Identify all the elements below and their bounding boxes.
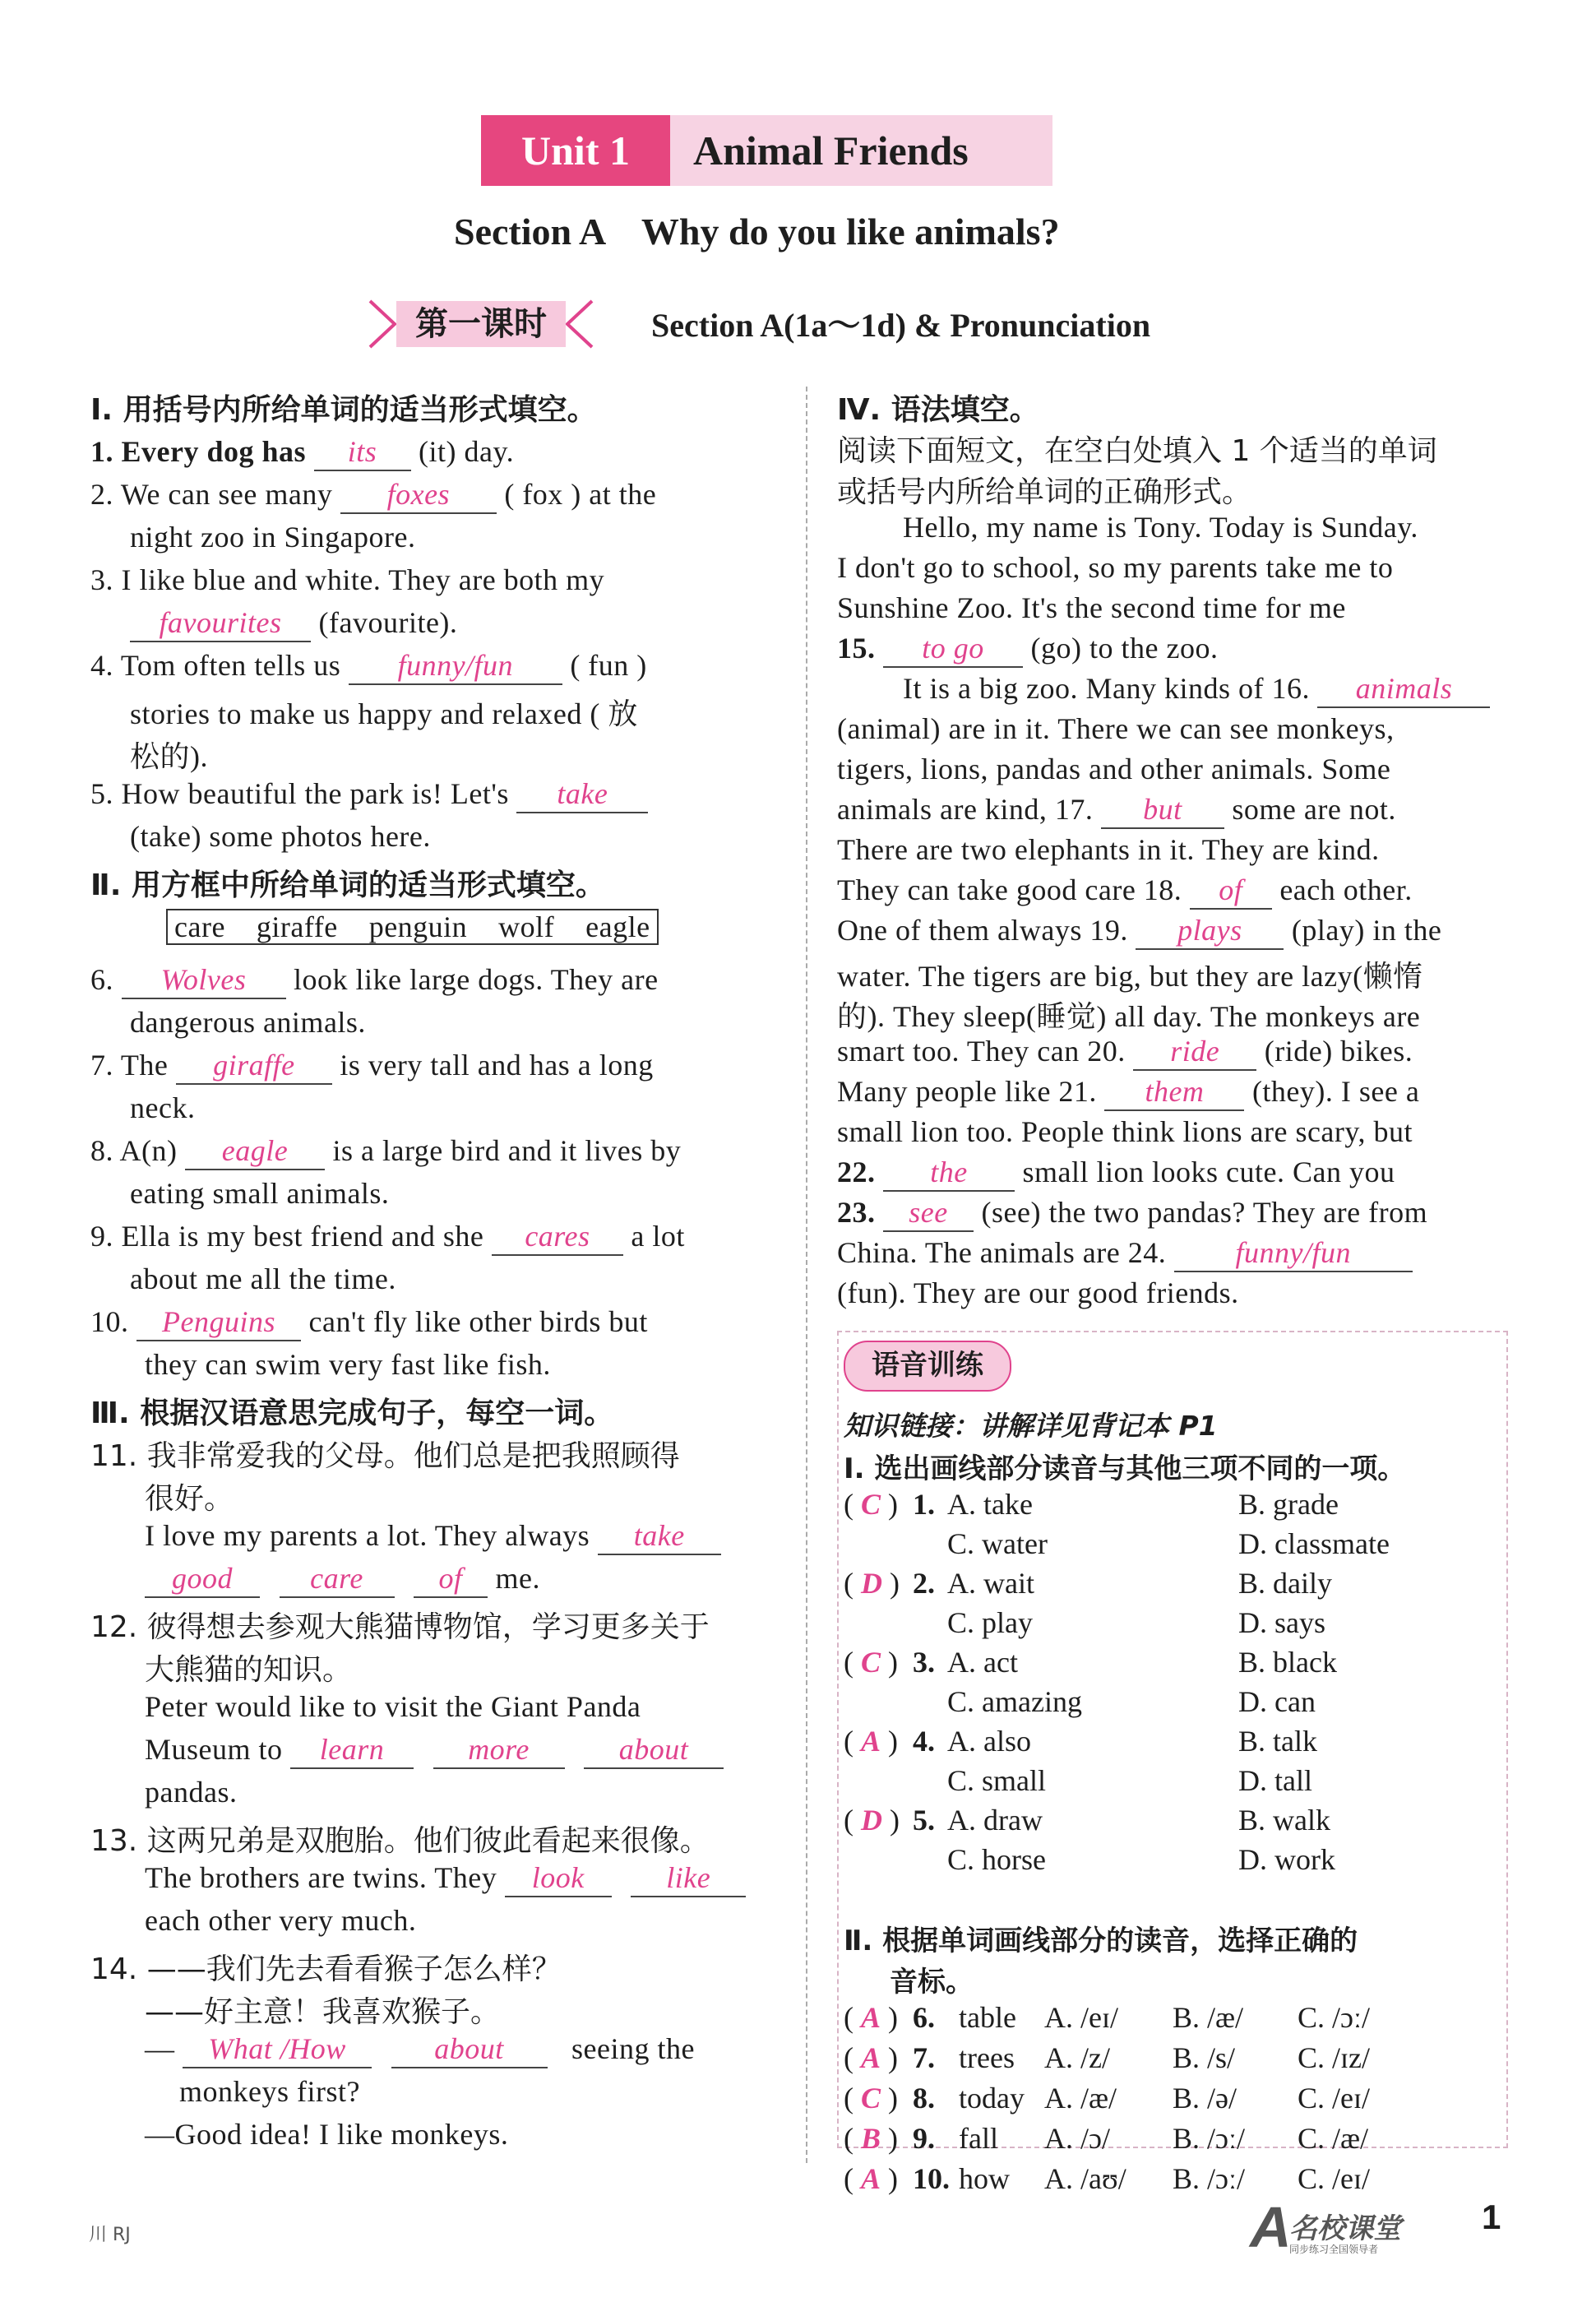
passage-line-11-end: (play) in the <box>1291 914 1442 947</box>
option-c: C. /ɔː/ <box>1298 2001 1370 2034</box>
option-b: B. /ə/ <box>1173 2082 1237 2115</box>
answer-8: eagle <box>185 1136 325 1170</box>
question-number: 5. <box>913 1804 935 1837</box>
question-number: 4. <box>913 1725 935 1758</box>
passage-line-6: (animal) are in it. There we can see monkeys, <box>837 712 1395 745</box>
option-c: C. horse <box>947 1843 1046 1876</box>
choice-answer: A <box>861 2001 881 2034</box>
answer-paren: ( C ) <box>844 1646 899 1679</box>
unit-label: Unit 1 <box>521 127 630 174</box>
q14-en-text: seeing the <box>571 2032 695 2065</box>
question-10 <box>90 1304 648 1341</box>
option-b: B. black <box>1238 1646 1337 1679</box>
question-number: 8. <box>913 2082 935 2115</box>
choice-answer: D <box>861 1804 882 1837</box>
option-d: D. classmate <box>1238 1527 1390 1560</box>
passage-line-10-end: each other. <box>1279 873 1413 906</box>
answer-24: funny/fun <box>1174 1238 1413 1272</box>
option-c: C. water <box>947 1527 1048 1560</box>
question-4 <box>90 648 647 685</box>
q7-text: 7. The <box>90 1049 169 1082</box>
q3-cont <box>130 605 457 642</box>
q4-text-end: ( fun ) <box>570 649 647 682</box>
option-b: B. /æ/ <box>1173 2001 1244 2034</box>
option-a: A. /ɔ/ <box>1044 2122 1110 2155</box>
q14-dash: — <box>145 2032 175 2065</box>
q14-cn-cont: ——好主意！我喜欢猴子。 <box>145 1995 501 2029</box>
phonics-section <box>837 1331 1508 2195</box>
q11-cn-cont: 很好。 <box>145 1482 234 1516</box>
q10-cont: they can swim very fast like fish. <box>145 1348 551 1381</box>
question-2 <box>90 477 656 514</box>
phonics-part2-title: Ⅱ. 根据单词画线部分的读音，选择正确的 <box>844 1925 1358 1957</box>
question-number: 1. <box>913 1488 935 1521</box>
q6-text: look like large dogs. They are <box>294 963 659 996</box>
passage-line-13: 的). They sleep(睡觉) all day. The monkeys are <box>837 1000 1421 1033</box>
question-13: 13. 这两兄弟是双胞胎。他们彼此看起来很像。 <box>90 1824 710 1858</box>
option-a: A. /aʊ/ <box>1044 2162 1126 2195</box>
lesson-badge-text: 第一课时 <box>415 305 547 343</box>
answer-16: animals <box>1317 674 1490 708</box>
q2-text-end: ( fox ) at the <box>504 478 657 511</box>
passage-line-14-text: smart too. They can 20. <box>837 1035 1126 1068</box>
passage-line-14 <box>837 1034 1413 1071</box>
passage-line-16: small lion too. People think lions are scary, but <box>837 1115 1413 1148</box>
passage-line-5-text: It is a big zoo. Many kinds of 16. <box>903 672 1310 705</box>
answer-paren: ( A ) <box>844 2001 899 2034</box>
q13-end: each other very much. <box>145 1904 417 1937</box>
passage-line-4-end: (go) to the zoo. <box>1030 632 1219 665</box>
passage-line-14-end: (ride) bikes. <box>1264 1035 1413 1068</box>
passage-line-15 <box>837 1074 1419 1111</box>
answer-paren: ( D ) <box>844 1804 900 1837</box>
choice-answer: D <box>861 1567 882 1600</box>
answer-14a: What /How <box>183 2034 372 2068</box>
question-3: 3. I like blue and white. They are both my <box>90 563 605 596</box>
passage-line-4 <box>837 631 1218 668</box>
part4-instruction-2: 或括号内所给单词的正确形式。 <box>837 475 1252 509</box>
q6-num: 6. <box>90 963 113 996</box>
q8-cont: eating small animals. <box>130 1177 390 1210</box>
answer-14b: about <box>391 2034 548 2068</box>
choice-answer: C <box>861 2082 881 2115</box>
phonics-badge-text: 语音训练 <box>872 1349 983 1382</box>
unit-banner <box>481 115 1052 186</box>
option-b: B. /s/ <box>1173 2041 1236 2074</box>
choice-answer: C <box>861 1646 881 1679</box>
choice-answer: A <box>861 2041 881 2074</box>
answer-10: Penguins <box>136 1307 301 1341</box>
option-c: C. /æ/ <box>1298 2122 1369 2155</box>
q13-en <box>145 1860 746 1897</box>
answer-15: to go <box>883 633 1023 668</box>
option-d: D. can <box>1238 1685 1316 1718</box>
option-b: B. grade <box>1238 1488 1339 1521</box>
q12-en: Peter would like to visit the Giant Panda <box>145 1690 641 1723</box>
answer-paren: ( C ) <box>844 1488 899 1521</box>
q11-en-text: I love my parents a lot. They always <box>145 1519 590 1552</box>
answer-7: giraffe <box>176 1050 332 1085</box>
part4-instruction-1: 阅读下面短文，在空白处填入 1 个适当的单词 <box>837 434 1437 468</box>
q1-text-end: (it) day. <box>419 435 515 468</box>
answer-5: take <box>516 779 648 813</box>
option-c: C. amazing <box>947 1685 1082 1718</box>
q9-text-end: a lot <box>631 1220 685 1253</box>
blank-15-num: 15. <box>837 632 876 665</box>
answer-19: plays <box>1136 915 1284 950</box>
choice-answer: C <box>861 1488 881 1521</box>
part2-title: Ⅱ. 用方框中所给单词的适当形式填空。 <box>90 868 605 902</box>
q14-en-cont: monkeys first? <box>179 2075 360 2108</box>
option-b: B. /ɔː/ <box>1173 2122 1245 2155</box>
question-11: 11. 我非常爱我的父母。他们总是把我照顾得 <box>90 1439 680 1473</box>
question-7 <box>90 1048 654 1085</box>
answer-paren: ( A ) <box>844 2162 899 2195</box>
answer-13b: like <box>631 1863 746 1897</box>
option-b: B. talk <box>1238 1725 1317 1758</box>
option-c: C. /ɪz/ <box>1298 2041 1370 2074</box>
answer-22: the <box>883 1157 1015 1192</box>
brand-logo-mark: A <box>1250 2195 1292 2259</box>
question-6 <box>90 962 659 999</box>
q1-text: 1. Every dog has <box>90 435 307 468</box>
q10-text: can't fly like other birds but <box>308 1305 648 1338</box>
option-d: D. says <box>1238 1606 1325 1639</box>
brand-logo <box>1250 2194 1455 2260</box>
q11-en-cont <box>145 1561 540 1598</box>
answer-2: foxes <box>340 479 497 514</box>
page-number: 1 <box>1482 2198 1501 2236</box>
question-14: 14. ——我们先去看看猴子怎么样？ <box>90 1952 562 1986</box>
q2-cont: night zoo in Singapore. <box>130 521 416 554</box>
lesson-badge <box>362 294 600 354</box>
q7-text-end: is very tall and has a long <box>340 1049 654 1082</box>
choice-answer: A <box>861 2162 881 2195</box>
passage-line-20: (fun). They are our good friends. <box>837 1276 1239 1309</box>
passage-line-8-text: animals are kind, 17. <box>837 793 1094 826</box>
option-a: A. /æ/ <box>1044 2082 1117 2115</box>
q9-text: 9. Ella is my best friend and she <box>90 1220 484 1253</box>
passage-line-9: There are two elephants in it. They are kind. <box>837 833 1380 866</box>
answer-17: but <box>1101 794 1224 829</box>
answer-11d: of <box>414 1563 488 1598</box>
q3-text-end: (favourite). <box>318 606 458 639</box>
answer-paren: ( D ) <box>844 1567 900 1600</box>
answer-paren: ( A ) <box>844 2041 899 2074</box>
answer-paren: ( A ) <box>844 1725 899 1758</box>
answer-1: its <box>314 437 411 471</box>
q12-en-cont <box>145 1732 724 1769</box>
passage-line-18-end: (see) the two pandas? They are from <box>981 1196 1428 1229</box>
question-number: 2. <box>913 1567 935 1600</box>
word: table <box>959 2001 1016 2034</box>
option-c: C. /eɪ/ <box>1298 2162 1370 2195</box>
q4-text: 4. Tom often tells us <box>90 649 341 682</box>
passage-line-10 <box>837 873 1413 910</box>
option-a: A. wait <box>947 1567 1034 1600</box>
q4-cont: stories to make us happy and relaxed ( 放 <box>130 697 638 730</box>
answer-12a: learn <box>290 1735 414 1769</box>
q10-num: 10. <box>90 1305 129 1338</box>
section-title: Section A Why do you like animals? <box>454 211 1060 252</box>
passage-line-17-end: small lion looks cute. Can you <box>1022 1156 1395 1188</box>
option-a: A. draw <box>947 1804 1043 1837</box>
passage-line-3: Sunshine Zoo. It's the second time for me <box>837 591 1346 624</box>
edition-mark: 川 RJ <box>89 2225 131 2245</box>
q14-en <box>145 2031 695 2068</box>
word-box-text: care giraffe penguin wolf eagle <box>166 909 659 945</box>
answer-6: Wolves <box>122 965 286 999</box>
part3-title: Ⅲ. 根据汉语意思完成句子，每空一词。 <box>90 1397 614 1430</box>
q13-en-text: The brothers are twins. They <box>145 1861 497 1894</box>
q12-end: pandas. <box>145 1776 238 1809</box>
lesson-title: Section A(1a～1d) & Pronunciation <box>651 307 1151 344</box>
q2-text: 2. We can see many <box>90 478 333 511</box>
option-d: D. work <box>1238 1843 1335 1876</box>
q11-en <box>145 1518 721 1555</box>
q9-cont: about me all the time. <box>130 1262 396 1295</box>
part4-title: Ⅳ. 语法填空。 <box>837 393 1039 427</box>
option-c: C. small <box>947 1764 1047 1797</box>
brand-logo-sub: 同步练习全国领导者 <box>1289 2244 1379 2255</box>
question-number: 7. <box>913 2041 935 2074</box>
passage-line-7: tigers, lions, pandas and other animals. Some <box>837 753 1391 785</box>
answer-11b: good <box>145 1563 260 1598</box>
question-12: 12. 彼得想去参观大熊猫博物馆，学习更多关于 <box>90 1610 710 1644</box>
choice-answer: A <box>861 1725 881 1758</box>
question-number: 10. <box>913 2162 950 2195</box>
answer-12b: more <box>433 1735 565 1769</box>
option-a: A. also <box>947 1725 1031 1758</box>
passage-line-18 <box>837 1195 1427 1232</box>
word: fall <box>959 2122 998 2155</box>
choice-answer: B <box>861 2122 881 2155</box>
passage-line-12: water. The tigers are big, but they are lazy(懒惰 <box>837 960 1423 993</box>
answer-3: favourites <box>130 608 311 642</box>
blank-23-num: 23. <box>837 1196 876 1229</box>
answer-21: them <box>1104 1077 1244 1111</box>
part1-title: Ⅰ. 用括号内所给单词的适当形式填空。 <box>90 393 597 427</box>
blank-22-num: 22. <box>837 1156 876 1188</box>
q4-cont2: 松的). <box>130 740 208 773</box>
passage-line-8 <box>837 792 1396 829</box>
column-divider <box>806 387 807 2163</box>
passage-line-2: I don't go to school, so my parents take me to <box>837 551 1394 584</box>
q8-text: 8. A(n) <box>90 1134 178 1167</box>
option-a: A. /eɪ/ <box>1044 2001 1118 2034</box>
question-number: 9. <box>913 2122 935 2155</box>
answer-paren: ( C ) <box>844 2082 899 2115</box>
passage-line-11-text: One of them always 19. <box>837 914 1128 947</box>
answer-9: cares <box>492 1221 623 1256</box>
option-c: C. /eɪ/ <box>1298 2082 1370 2115</box>
word: how <box>959 2162 1010 2195</box>
question-9 <box>90 1219 685 1256</box>
option-c: C. play <box>947 1606 1033 1639</box>
answer-23: see <box>883 1197 974 1232</box>
q5-text: 5. How beautiful the park is! Let's <box>90 777 509 810</box>
brand-logo-name: 名校课堂 <box>1289 2212 1401 2245</box>
question-number: 3. <box>913 1646 935 1679</box>
knowledge-link: 知识链接：讲解详见背记本 P1 <box>844 1410 1218 1442</box>
passage-line-11 <box>837 913 1441 950</box>
question-1 <box>90 434 514 471</box>
passage-line-5 <box>903 671 1490 708</box>
passage-line-19-text: China. The animals are 24. <box>837 1236 1167 1269</box>
passage-line-15-end: (they). I see a <box>1251 1075 1420 1108</box>
word: trees <box>959 2041 1015 2074</box>
answer-paren: ( B ) <box>844 2122 899 2155</box>
option-b: B. walk <box>1238 1804 1330 1837</box>
passage-line-8-end: some are not. <box>1232 793 1396 826</box>
q11-end: me. <box>495 1562 540 1595</box>
passage-line-10-text: They can take good care 18. <box>837 873 1182 906</box>
answer-11c: care <box>280 1563 395 1598</box>
option-a: A. act <box>947 1646 1018 1679</box>
q6-cont: dangerous animals. <box>130 1006 366 1039</box>
option-b: B. /ɔː/ <box>1173 2162 1245 2195</box>
answer-11a: take <box>598 1521 721 1555</box>
passage-line-15-text: Many people like 21. <box>837 1075 1097 1108</box>
q8-text-end: is a large bird and it lives by <box>332 1134 682 1167</box>
q12-en-text: Museum to <box>145 1733 283 1766</box>
phonics-badge <box>844 1341 1011 1392</box>
phonics-part1-title: Ⅰ. 选出画线部分读音与其他三项不同的一项。 <box>844 1452 1406 1485</box>
option-a: A. take <box>947 1488 1033 1521</box>
question-8 <box>90 1133 681 1170</box>
word: today <box>959 2082 1025 2115</box>
answer-20: ride <box>1133 1036 1256 1071</box>
q14-reply: —Good idea! I like monkeys. <box>145 2118 509 2151</box>
question-5 <box>90 776 648 813</box>
word-box <box>166 910 659 944</box>
answer-4: funny/fun <box>349 651 562 685</box>
q7-cont: neck. <box>130 1091 196 1124</box>
q12-cn-cont: 大熊猫的知识。 <box>145 1653 353 1687</box>
answer-18: of <box>1190 875 1272 910</box>
passage-line-1: Hello, my name is Tony. Today is Sunday. <box>903 511 1418 544</box>
unit-title: Animal Friends <box>693 127 969 174</box>
answer-13a: look <box>505 1863 612 1897</box>
passage-line-19 <box>837 1235 1413 1272</box>
q5-cont: (take) some photos here. <box>130 820 431 853</box>
question-number: 6. <box>913 2001 935 2034</box>
option-b: B. daily <box>1238 1567 1332 1600</box>
passage-line-17 <box>837 1155 1395 1192</box>
answer-12c: about <box>584 1735 724 1769</box>
option-d: D. tall <box>1238 1764 1312 1797</box>
option-a: A. /z/ <box>1044 2041 1110 2074</box>
phonics-part2-title-cont: 音标。 <box>890 1966 974 1999</box>
